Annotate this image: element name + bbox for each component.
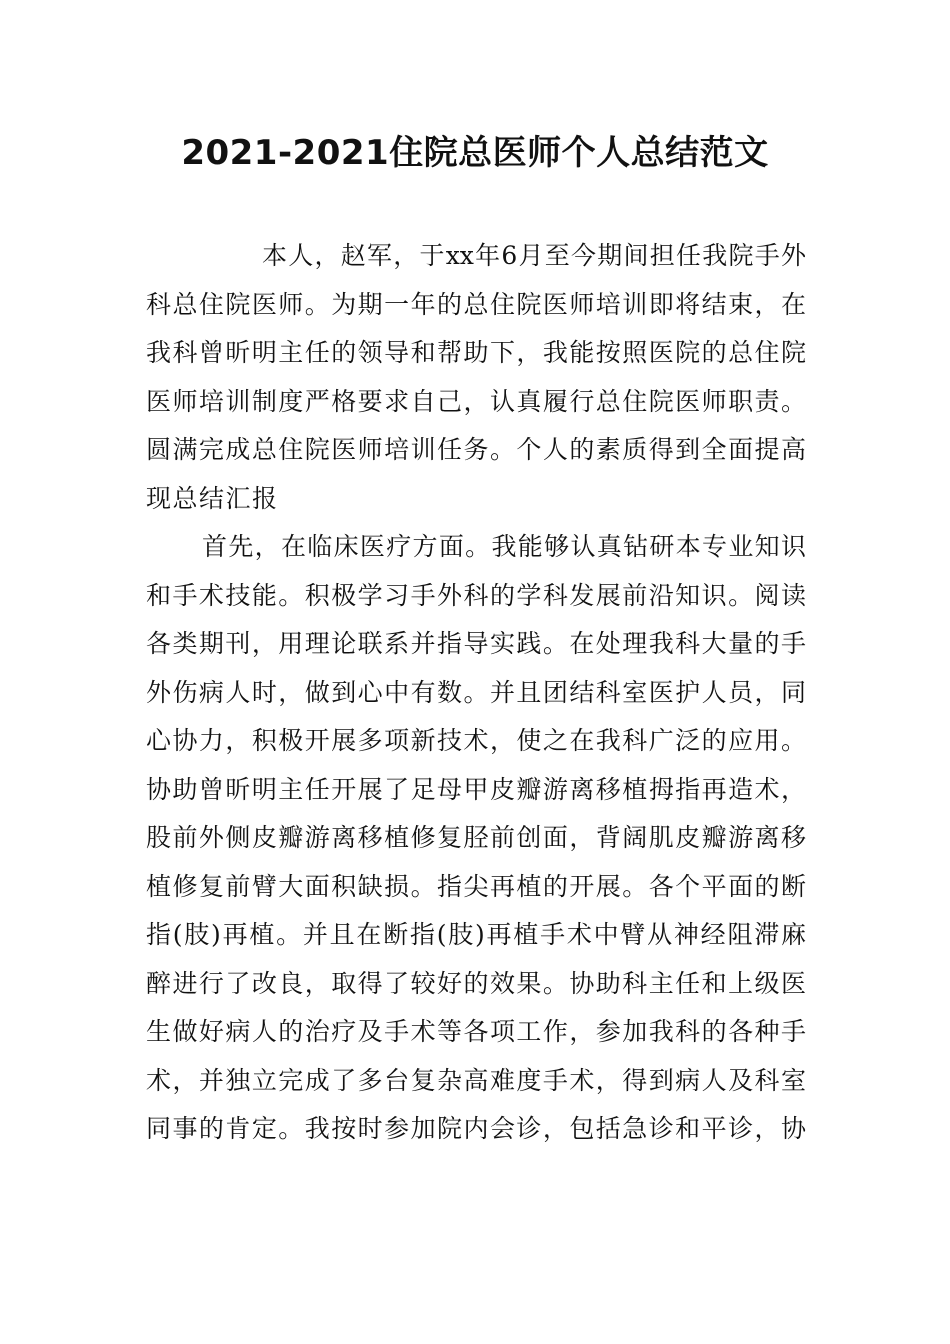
paragraph-line: 术，并独立完成了多台复杂高难度手术，得到病人及科室 bbox=[146, 1065, 806, 1095]
paragraph-line: 首先，在临床医疗方面。我能够认真钻研本专业知识 bbox=[202, 532, 806, 561]
paragraph-line: 医师培训制度严格要求自己，认真履行总住院医师职责。 bbox=[146, 386, 806, 416]
paragraph-line: 协助曾昕明主任开展了足母甲皮瓣游离移植拇指再造术， bbox=[146, 774, 806, 804]
paragraph-line: 本人，赵军，于xx年6月至今期间担任我院手外 bbox=[262, 241, 806, 270]
paragraph-line: 现总结汇报 bbox=[146, 483, 279, 513]
paragraph-line: 心协力，积极开展多项新技术，使之在我科广泛的应用。 bbox=[146, 726, 806, 755]
paragraph-line: 圆满完成总住院医师培训任务。个人的素质得到全面提高 bbox=[146, 435, 806, 464]
paragraph-line: 植修复前臂大面积缺损。指尖再植的开展。各个平面的断 bbox=[146, 871, 806, 901]
paragraph-line: 生做好病人的治疗及手术等各项工作，参加我科的各种手 bbox=[146, 1017, 806, 1046]
paragraph-line: 醉进行了改良，取得了较好的效果。协助科主任和上级医 bbox=[146, 968, 806, 998]
document-title: 2021-2021住院总医师个人总结范文 bbox=[181, 133, 769, 173]
paragraph-line: 外伤病人时，做到心中有数。并且团结科室医护人员，同 bbox=[146, 677, 806, 707]
paragraph-line: 指(肢)再植。并且在断指(肢)再植手术中臂从神经阻滞麻 bbox=[146, 920, 806, 949]
paragraph-line: 股前外侧皮瓣游离移植修复胫前创面，背阔肌皮瓣游离移 bbox=[146, 823, 806, 852]
paragraph-line: 各类期刊，用理论联系并指导实践。在处理我科大量的手 bbox=[146, 629, 806, 658]
paragraph-line: 科总住院医师。为期一年的总住院医师培训即将结束，在 bbox=[146, 289, 806, 319]
paragraph-1 bbox=[146, 232, 806, 523]
paragraph-line: 同事的肯定。我按时参加院内会诊，包括急诊和平诊，协 bbox=[146, 1114, 806, 1143]
paragraph-line: 和手术技能。积极学习手外科的学科发展前沿知识。阅读 bbox=[146, 580, 806, 610]
paragraph-line: 我科曾昕明主任的领导和帮助下，我能按照医院的总住院 bbox=[146, 338, 806, 367]
document-body bbox=[146, 232, 806, 1154]
paragraph-2 bbox=[146, 523, 806, 1154]
